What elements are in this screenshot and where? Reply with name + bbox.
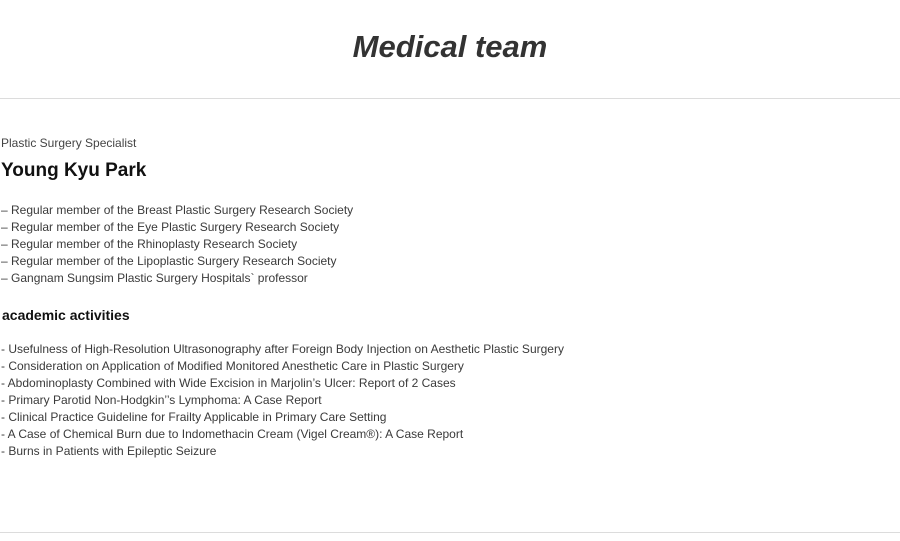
doctor-specialty: Plastic Surgery Specialist bbox=[1, 136, 137, 150]
page-title: Medical team bbox=[352, 29, 548, 64]
membership-list bbox=[1, 202, 881, 287]
membership-item: – Regular member of the Eye Plastic Surgery Research Society bbox=[1, 220, 340, 234]
doctor-profile bbox=[1, 136, 881, 460]
membership-item: – Gangnam Sungsim Plastic Surgery Hospitals` professor bbox=[1, 271, 308, 285]
membership-item: – Regular member of the Breast Plastic Surgery Research Society bbox=[1, 203, 354, 217]
academic-activity-item: - Clinical Practice Guideline for Frailty Applicable in Primary Care Setting bbox=[1, 410, 387, 424]
membership-item: – Regular member of the Rhinoplasty Research Society bbox=[1, 237, 298, 251]
doctor-name: Young Kyu Park bbox=[1, 160, 147, 181]
academic-activities-heading: academic activities bbox=[2, 307, 130, 323]
academic-activity-item: - Primary Parotid Non-Hodgkin’’s Lymphoma: A Case Report bbox=[1, 393, 322, 407]
header-divider bbox=[0, 98, 900, 99]
footer-divider bbox=[0, 532, 900, 533]
academic-activities-list bbox=[1, 341, 881, 460]
academic-activity-item: - Burns in Patients with Epileptic Seizure bbox=[1, 444, 217, 458]
academic-activity-item: - Abdominoplasty Combined with Wide Excision in Marjolin’s Ulcer: Report of 2 Cases bbox=[1, 376, 456, 390]
academic-activity-item: - Consideration on Application of Modified Monitored Anesthetic Care in Plastic Surgery bbox=[1, 359, 464, 373]
membership-item: – Regular member of the Lipoplastic Surgery Research Society bbox=[1, 254, 337, 268]
academic-activity-item: - Usefulness of High-Resolution Ultrasonography after Foreign Body Injection on Aesthetic Plastic Surgery bbox=[1, 342, 564, 356]
academic-activity-item: - A Case of Chemical Burn due to Indomethacin Cream (Vigel Cream®): A Case Report bbox=[1, 427, 464, 441]
